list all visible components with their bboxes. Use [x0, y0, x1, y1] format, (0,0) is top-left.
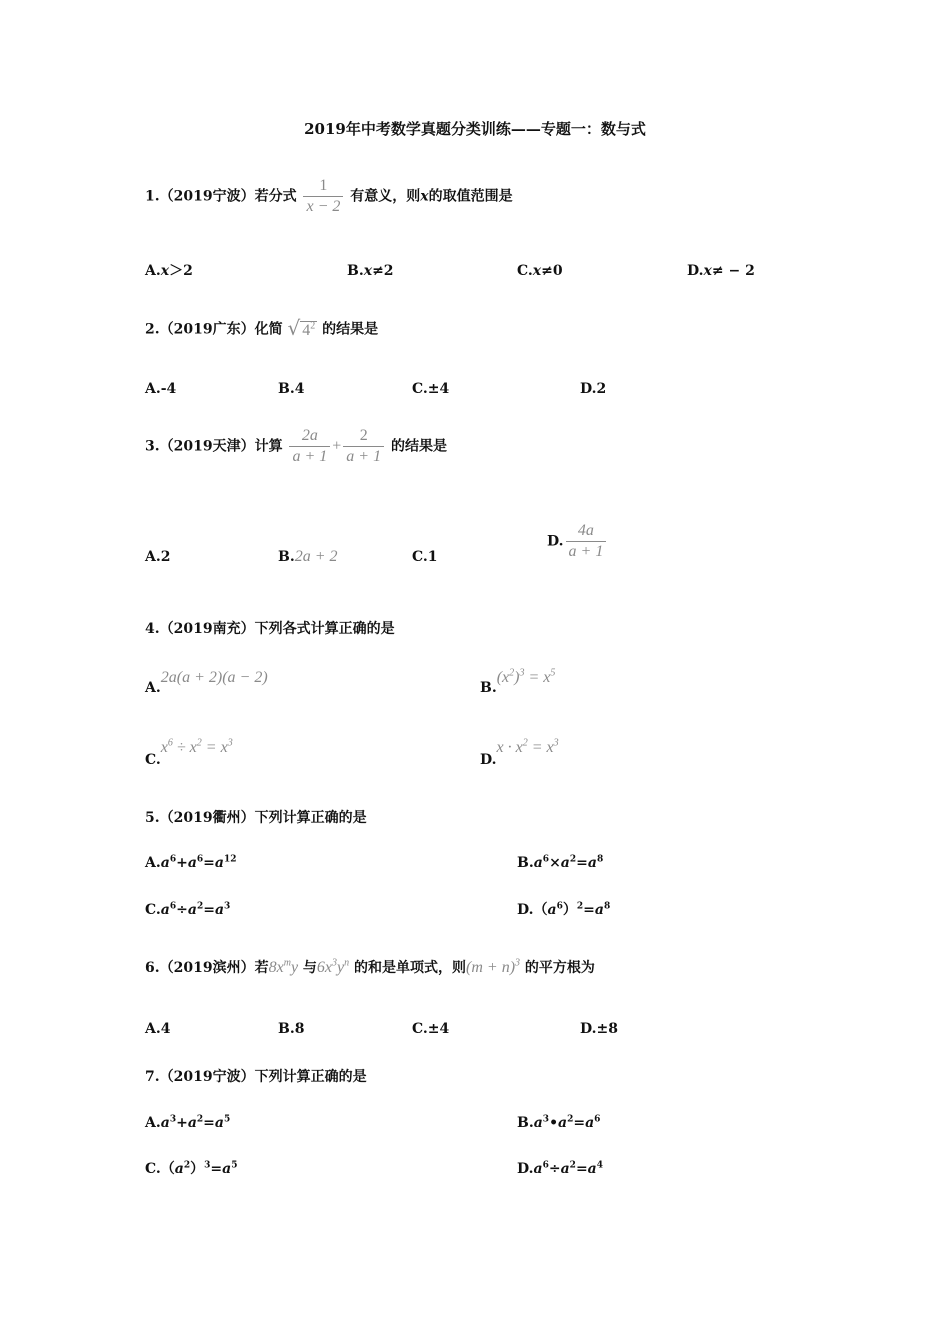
question-7-stem: 7.（2019宁波）下列计算正确的是	[145, 1069, 367, 1085]
q7-a-p4: 2	[196, 1114, 204, 1125]
q5-d-p4: 2	[576, 901, 584, 912]
q4-d-label: D.	[480, 752, 497, 768]
q7-b-p5: =	[573, 1115, 586, 1131]
q4-d-exp1: 2	[522, 737, 528, 749]
q3-b-expr: 2a + 2	[294, 548, 338, 565]
q4-b-eq: = x	[524, 669, 551, 686]
q4-b-base: (x	[496, 669, 510, 686]
q7-b-p6: a	[585, 1115, 595, 1131]
q4-d-eq: = x	[527, 739, 554, 756]
q1-a-var: x	[160, 263, 170, 279]
q4-option-c	[145, 737, 233, 768]
q1-b-label: B.	[347, 263, 364, 279]
q1-d-rest: ≠ − 2	[711, 263, 755, 279]
q6-term1-exp: m	[283, 957, 291, 969]
q1-a-label: A.	[145, 263, 161, 279]
question-3-stem	[145, 426, 447, 467]
q2-sqrt: √ $4^2$	[287, 316, 316, 340]
q2-prefix: 2.（2019广东）化简	[145, 321, 283, 338]
q5-a-p2: +	[176, 855, 188, 871]
q5-b-p0: a	[533, 855, 543, 871]
q1-prefix: 1.（2019宁波）若分式	[145, 188, 297, 205]
q4-option-a	[145, 668, 268, 696]
q5-c-p6: a	[214, 902, 225, 918]
q7-b-label: B.	[517, 1115, 534, 1131]
q5-a-p4: 6	[196, 854, 204, 865]
q3-f2-den: a + 1	[346, 448, 382, 465]
q5-option-d	[517, 900, 610, 920]
question-1-stem	[145, 176, 513, 217]
q3-d-fraction	[566, 521, 607, 562]
q7-c-p4: 3	[204, 1160, 211, 1171]
q1-suffix-a: 有意义，则	[350, 188, 421, 205]
q7-d-p6: a	[587, 1161, 597, 1177]
q5-c-p4: 2	[196, 901, 204, 912]
q5-b-p1: 6	[542, 854, 550, 865]
q7-a-p6: a	[214, 1115, 224, 1131]
q4-d-base: x · x	[496, 739, 523, 756]
q3-b-label: B.	[278, 549, 295, 565]
q7-d-p4: 2	[569, 1160, 576, 1171]
q4-b-exp1: 2	[509, 667, 515, 679]
q7-a-p2: +	[176, 1115, 188, 1131]
q4-c-base: x	[160, 739, 168, 756]
q5-b-p7: 8	[596, 854, 604, 865]
q1-c-label: C.	[517, 263, 533, 279]
q5-a-p6: a	[214, 855, 224, 871]
q7-c-label: C.（	[145, 1161, 175, 1177]
q4-b-label: B.	[480, 680, 497, 696]
q1-d-label: D.	[687, 263, 704, 279]
question-2-stem	[145, 318, 378, 341]
q7-a-p3: a	[187, 1115, 197, 1131]
q5-c-label: C.	[145, 902, 161, 918]
q6-mid: 与	[302, 960, 317, 976]
q6-option-c: C.±4	[412, 1021, 450, 1037]
q1-b-rest: ≠2	[372, 263, 394, 279]
q2-exp: 2	[310, 320, 316, 332]
q1-c-rest: ≠0	[541, 263, 563, 279]
q5-c-p0: a	[160, 902, 170, 918]
q4-b-exp2: 3	[519, 667, 525, 679]
q7-d-p7: 4	[596, 1160, 604, 1171]
q5-b-p2: ×	[549, 855, 561, 871]
q2-radicand: 4	[302, 322, 311, 339]
q7-b-p4: 2	[567, 1114, 574, 1125]
q4-option-b	[480, 667, 556, 696]
q6-term1: 8x	[268, 959, 284, 976]
q4-c-exp3: 3	[227, 737, 233, 749]
q7-d-p1: 6	[542, 1160, 549, 1171]
q1-option-d	[687, 261, 755, 281]
q5-b-p5: =	[576, 855, 588, 871]
q6-term3-exp: 3	[515, 957, 521, 969]
q7-d-p2: ÷	[548, 1161, 561, 1177]
q3-option-b	[278, 547, 338, 567]
q1-option-c	[517, 261, 563, 281]
q5-a-p3: a	[187, 855, 197, 871]
q5-option-b	[517, 853, 603, 873]
q4-option-d	[480, 737, 559, 768]
q7-c-p6: a	[222, 1161, 232, 1177]
q5-a-p0: a	[160, 855, 170, 871]
q7-a-p0: a	[160, 1115, 170, 1131]
q3-f1-num: 2a	[289, 426, 330, 447]
q3-f1-den: a + 1	[292, 448, 328, 465]
q2-suffix: 的结果是	[322, 321, 379, 338]
q7-b-p1: 3	[542, 1114, 550, 1125]
q4-c-mid: ÷ x	[172, 739, 197, 756]
q5-c-p7: 3	[224, 901, 231, 912]
q4-b-exp3: 5	[550, 667, 556, 679]
q6-term2-y: y	[337, 959, 345, 976]
q1-option-b	[347, 261, 394, 281]
q3-f2-num: 2	[343, 426, 384, 447]
q1-frac-num: 1	[303, 176, 343, 197]
q7-b-p3: a	[558, 1115, 568, 1131]
q1-b-var: x	[363, 263, 373, 279]
q7-a-p5: =	[203, 1115, 215, 1131]
q7-c-p0: a	[174, 1161, 184, 1177]
q2-option-d: D.2	[580, 381, 607, 397]
q3-fraction-2	[343, 426, 384, 467]
q3-option-c: C.1	[412, 549, 438, 565]
q1-fraction	[303, 176, 343, 217]
q3-d-den: a + 1	[568, 543, 604, 560]
q3-plus: +	[332, 437, 342, 455]
q7-b-p2: •	[549, 1115, 559, 1131]
q3-d-label: D.	[547, 533, 564, 550]
q5-d-p6: a	[594, 902, 604, 918]
q5-b-p4: 2	[569, 854, 577, 865]
q5-a-label: A.	[145, 855, 161, 871]
q1-frac-den: x − 2	[306, 198, 341, 215]
q7-c-p5: =	[210, 1161, 223, 1177]
q7-option-d	[517, 1159, 603, 1179]
q5-d-p2: ）	[562, 902, 577, 918]
q1-a-rest: ＞2	[169, 263, 193, 279]
q4-c-exp1: 6	[167, 737, 173, 749]
q5-c-p2: ÷	[176, 902, 188, 918]
q5-d-p5: =	[583, 902, 595, 918]
q5-d-p7: 8	[603, 901, 611, 912]
q7-b-p7: 6	[594, 1114, 601, 1125]
q2-option-c: C.±4	[412, 381, 450, 397]
q3-d-num: 4a	[566, 521, 607, 542]
q7-d-p3: a	[560, 1161, 570, 1177]
q5-a-p7: 12	[223, 854, 237, 865]
q5-a-p5: =	[203, 855, 215, 871]
q4-c-eq: = x	[201, 739, 228, 756]
q6-term1-y: y	[290, 959, 299, 976]
q5-d-p0: a	[547, 902, 557, 918]
q6-option-a: A.4	[145, 1021, 171, 1037]
q5-c-p5: =	[203, 902, 215, 918]
question-5-stem: 5.（2019衢州）下列计算正确的是	[145, 810, 367, 826]
q5-b-p3: a	[560, 855, 570, 871]
q6-term2-yexp: n	[344, 957, 350, 969]
q5-b-p6: a	[587, 855, 597, 871]
q7-a-label: A.	[145, 1115, 161, 1131]
q6-term2: 6x	[316, 959, 333, 976]
q3-fraction-1	[289, 426, 330, 467]
q7-option-b	[517, 1113, 600, 1133]
q5-a-p1: 6	[169, 854, 177, 865]
q4-b-mid: )	[514, 669, 520, 686]
q6-term2-exp: 3	[332, 957, 338, 969]
q5-d-label: D.（	[517, 902, 548, 918]
q1-var: x	[420, 188, 429, 205]
q5-d-p1: 6	[556, 901, 563, 912]
q7-d-p5: =	[575, 1161, 588, 1177]
q7-c-p7: 5	[231, 1160, 238, 1171]
q7-a-p1: 3	[169, 1114, 177, 1125]
q7-c-p2: ）	[190, 1161, 205, 1177]
q1-suffix-b: 的取值范围是	[428, 188, 513, 205]
q1-option-a	[145, 261, 193, 281]
q7-option-c	[145, 1159, 237, 1179]
q1-c-var: x	[532, 263, 542, 279]
q7-c-p1: 2	[183, 1160, 191, 1171]
q3-option-d	[547, 521, 608, 562]
q7-d-p0: a	[533, 1161, 543, 1177]
q6-option-d: D.±8	[580, 1021, 618, 1037]
page-title: 2019年中考数学真题分类训练——专题一：数与式	[304, 120, 646, 138]
q3-prefix: 3.（2019天津）计算	[145, 438, 283, 455]
q7-b-p0: a	[533, 1115, 543, 1131]
q7-d-label: D.	[517, 1161, 534, 1177]
q4-d-exp2: 3	[553, 737, 559, 749]
q6-suffix-b: 的平方根为	[524, 960, 595, 976]
question-6-stem	[145, 958, 595, 978]
q3-suffix: 的结果是	[390, 438, 447, 455]
q5-c-p3: a	[187, 902, 197, 918]
q4-c-label: C.	[145, 752, 161, 768]
q7-a-p7: 5	[223, 1114, 231, 1125]
q5-option-a	[145, 853, 237, 873]
q4-a-expr: 2a(a + 2)(a − 2)	[160, 669, 268, 686]
q6-option-b: B.8	[278, 1021, 305, 1037]
q6-suffix-a: 的和是单项式，则	[354, 960, 467, 976]
q5-b-label: B.	[517, 855, 534, 871]
q5-c-p1: 6	[169, 901, 177, 912]
q4-a-label: A.	[145, 680, 161, 696]
q4-c-exp2: 2	[196, 737, 202, 749]
q6-prefix: 6.（2019滨州）若	[145, 960, 269, 976]
q5-option-c	[145, 900, 230, 920]
q7-option-a	[145, 1113, 230, 1133]
q3-option-a: A.2	[145, 549, 171, 565]
q1-d-var: x	[703, 263, 712, 279]
q2-option-b: B.4	[278, 381, 305, 397]
question-4-stem: 4.（2019南充）下列各式计算正确的是	[145, 621, 395, 637]
q6-term3: (m + n)	[466, 959, 516, 976]
q2-option-a: A.-4	[145, 381, 177, 397]
